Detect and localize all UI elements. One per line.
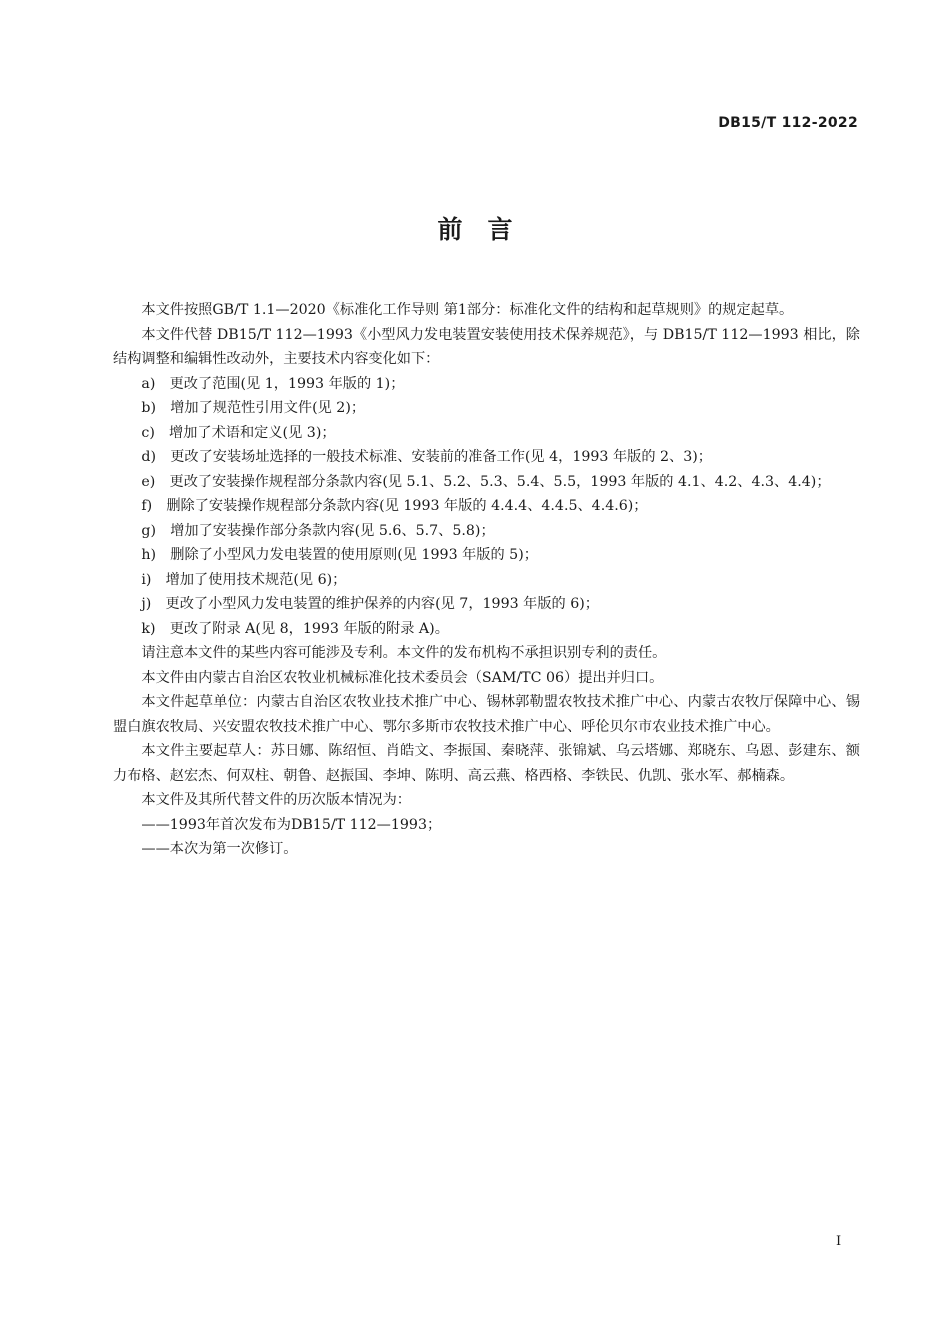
change-item-k: k) 更改了附录 A(见 8，1993 年版的附录 A)。 (141, 620, 449, 637)
foreword-body (113, 298, 860, 862)
change-item-a: a) 更改了范围(见 1，1993 年版的 1)； (141, 375, 405, 392)
change-item-c: c) 增加了术语和定义(见 3)； (141, 424, 336, 441)
version-history-item: ——本次为第一次修订。 (141, 841, 298, 857)
change-item-d: d) 更改了安装场址选择的一般技术标准、安装前的准备工作(见 4，1993 年版的 2、3)； (141, 449, 712, 465)
paragraph-drafting-units: 本文件起草单位：内蒙古自治区农牧业技术推广中心、锡林郭勒盟农牧技术推广中心、内蒙古农牧厅保障中心、锡盟白旗农牧局、兴安盟农牧技术推广中心、鄂尔多斯市农牧技术推广中心、呼伦贝尔市农业技术推广中心。 (113, 694, 860, 735)
page-number: I (836, 1234, 842, 1249)
change-item-h: h) 删除了小型风力发电装置的使用原则(见 1993 年版的 5)； (141, 547, 538, 563)
change-item-b: b) 增加了规范性引用文件(见 2)； (141, 400, 366, 416)
page-title: 前 言 (437, 215, 513, 244)
paragraph-proposer: 本文件由内蒙古自治区农牧业机械标准化技术委员会（SAM/TC 06）提出并归口。 (141, 669, 664, 686)
change-item-i: i) 增加了使用技术规范(见 6)； (141, 571, 347, 588)
paragraph-version-history: 本文件及其所代替文件的历次版本情况为： (141, 792, 411, 808)
change-item-g: g) 增加了安装操作部分条款内容(见 5.6、5.7、5.8)； (141, 522, 495, 539)
paragraph-replacement: 本文件代替 DB15/T 112—1993《小型风力发电装置安装使用技术保养规范》，与 DB15/T 112—1993 相比，除结构调整和编辑性改动外，主要技术内容变化如下： (113, 326, 860, 367)
change-item-e: e) 更改了安装操作规程部分条款内容(见 5.1、5.2、5.3、5.4、5.5，1993 年版的 4.1、4.2、4.3、4.4)； (141, 473, 831, 490)
version-history-item: ——1993年首次发布为DB15/T 112—1993； (141, 816, 442, 833)
paragraph-patent-notice: 请注意本文件的某些内容可能涉及专利。本文件的发布机构不承担识别专利的责任。 (141, 645, 667, 661)
paragraph-drafting-rules: 本文件按照GB/T 1.1—2020《标准化工作导则 第1部分：标准化文件的结构和起草规则》的规定起草。 (141, 302, 794, 318)
paragraph-drafters: 本文件主要起草人：苏日娜、陈绍恒、肖皓文、李振国、秦晓萍、张锦斌、乌云塔娜、郑晓东、乌恩、彭建东、额力布格、赵宏杰、何双柱、朝鲁、赵振国、李坤、陈明、高云燕、格西格、李铁民、仇凯、张水军、郝楠森。 (113, 743, 860, 784)
change-item-j: j) 更改了小型风力发电装置的维护保养的内容(见 7，1993 年版的 6)； (141, 596, 599, 612)
document-code: DB15/T 112-2022 (718, 115, 858, 131)
change-item-f: f) 删除了安装操作规程部分条款内容(见 1993 年版的 4.4.4、4.4.5、4.4.6)； (141, 498, 648, 514)
